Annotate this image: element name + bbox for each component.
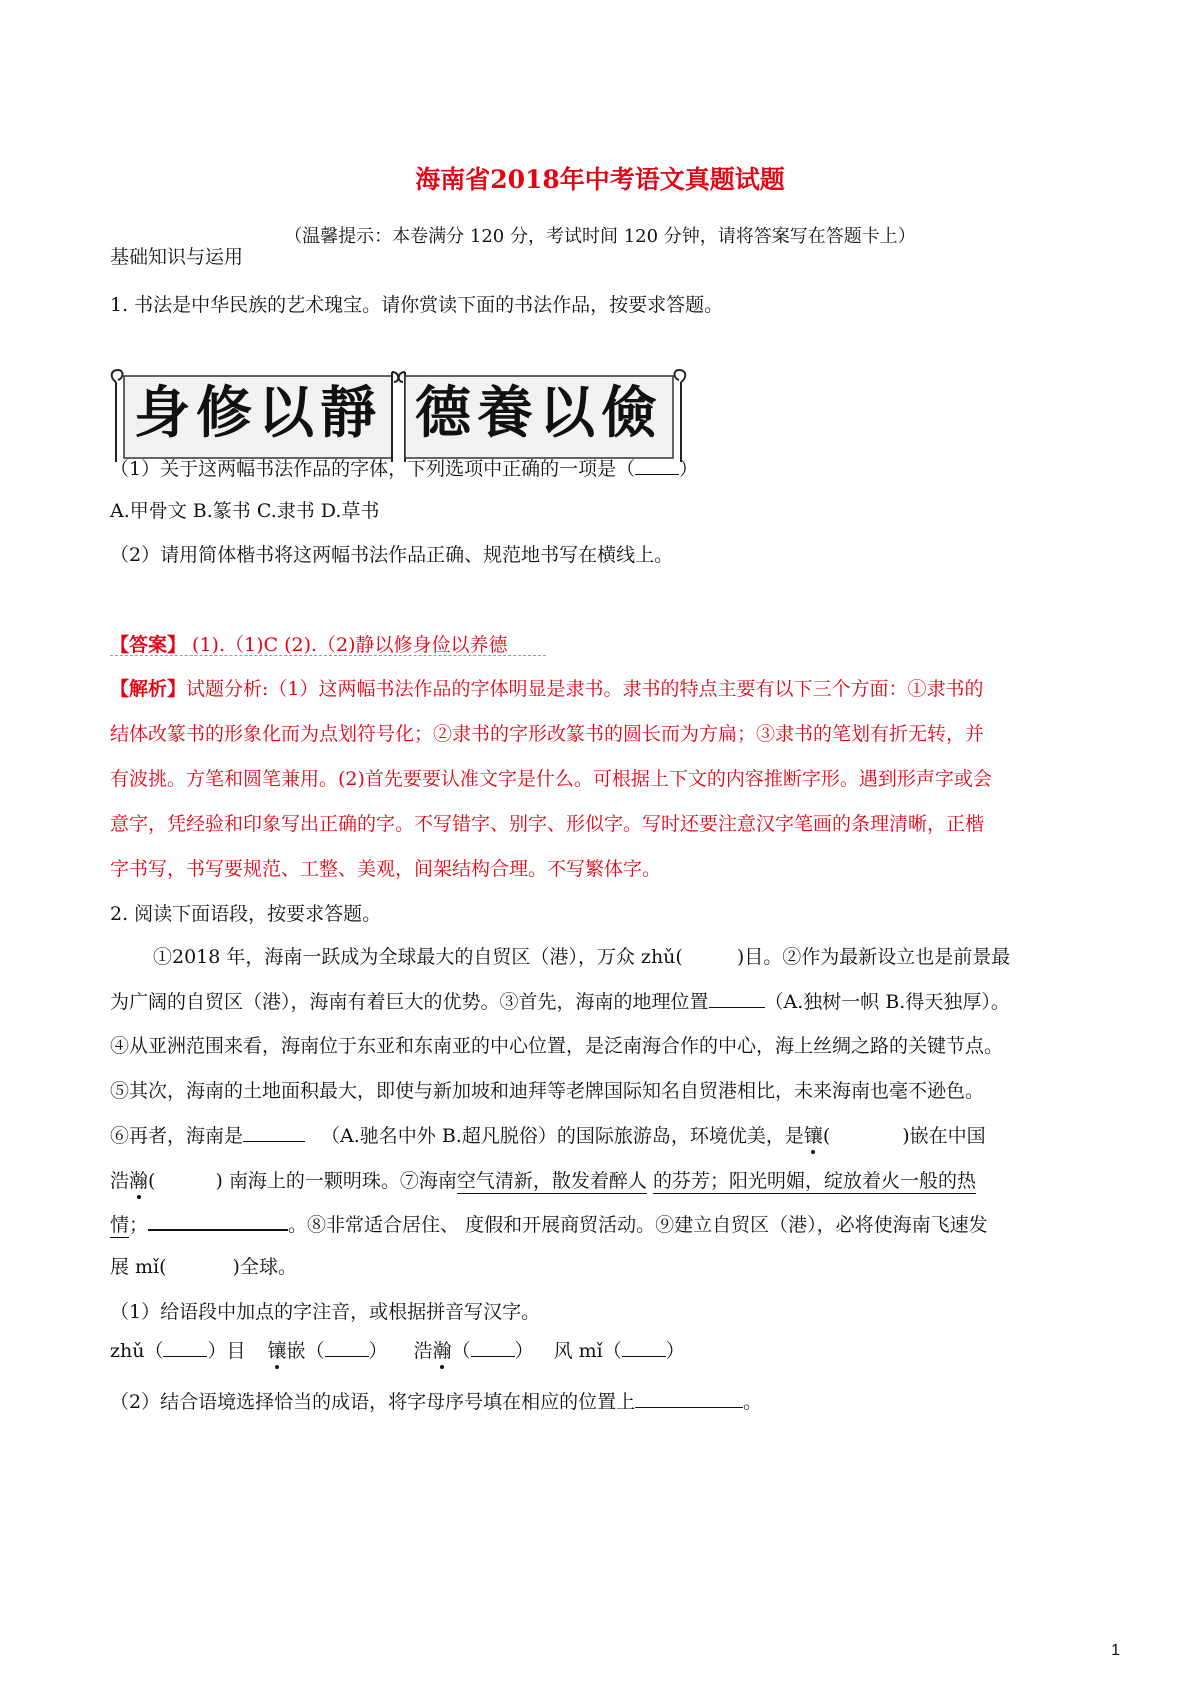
- passage-text: )嵌在中国: [902, 1125, 986, 1147]
- pinyin-row: [110, 1339, 685, 1363]
- passage-text: 展 mǐ(: [110, 1256, 167, 1278]
- answer-blank: [163, 1356, 207, 1357]
- sub-2-text: （2）结合语境选择恰当的成语，将字母序号填在相应的位置上: [110, 1391, 636, 1413]
- analysis-line-2: 结体改篆书的形象化而为点划符号化；②隶书的字形改篆书的圆长而为方扁；③隶书的笔划有折无转，并: [110, 723, 985, 745]
- answer-blank: [635, 1407, 743, 1408]
- question-1-stem: 1. 书法是中华民族的艺术瑰宝。请你赏读下面的书法作品，按要求答题。: [110, 294, 724, 316]
- answer-line: [110, 633, 508, 657]
- calligraphy-scroll-right: [397, 364, 689, 466]
- answer-blank: [622, 1356, 666, 1357]
- underlined-text: 空气清新，散发着醉人: [456, 1170, 647, 1192]
- question-1-sub-1: [110, 457, 698, 481]
- answer-blank: [471, 1356, 515, 1357]
- pinyin-text: 风 mǐ（: [553, 1340, 622, 1362]
- answer-blank: [243, 1141, 305, 1142]
- underlined-text: 的芬芳；阳光明媚，绽放着火一般的热: [652, 1170, 976, 1192]
- passage-text: 浩: [110, 1170, 130, 1192]
- answer-blank: [148, 1229, 288, 1231]
- analysis-line-3: 有波挑。方笔和圆笔兼用。(2)首先要要认准文字是什么。可根据上下文的内容推断字形。遇到形声字或会: [110, 768, 992, 790]
- passage-line-5: [110, 1124, 986, 1148]
- passage-line-7: [110, 1213, 988, 1237]
- passage-line-3: ④从亚洲范围来看，海南位于东亚和东南亚的中心位置，是泛南海合作的中心，海上丝绸之路的关键节点。: [110, 1035, 1004, 1057]
- passage-text: ①2018 年，海南一跃成为全球最大的自贸区（港），万众 zhǔ(: [153, 946, 683, 968]
- dotted-char: 镶: [803, 1125, 823, 1147]
- passage-text: 。⑧非常适合居住、 度假和开展商贸活动。⑨建立自贸区（港），必将使海南飞速发: [288, 1214, 988, 1236]
- section-heading: 基础知识与运用: [110, 246, 244, 268]
- question-1-options: A.甲骨文 B.篆书 C.隶书 D.草书: [110, 500, 380, 522]
- sub-2-text: 。: [743, 1391, 763, 1413]
- pinyin-text: ）: [368, 1340, 388, 1362]
- underlined-text: 情: [110, 1214, 130, 1236]
- passage-text: (: [822, 1125, 831, 1147]
- passage-text: )全球。: [232, 1256, 297, 1278]
- question-2-stem: 2. 阅读下面语段，按要求答题。: [110, 903, 382, 925]
- passage-line-2: [110, 990, 1010, 1014]
- dotted-char: 瀚: [129, 1170, 149, 1192]
- dotted-char: 镶: [267, 1340, 287, 1362]
- passage-text: (: [148, 1170, 156, 1192]
- calligraphy-text-left: 身修以靜: [134, 380, 382, 446]
- analysis-line-4: 意字，凭经验和印象写出正确的字。不写错字、别字、形似字。写时还要注意汉字笔画的条理清晰，正楷: [110, 813, 985, 835]
- answer-text: (1).（1)C (2).（2)静以修身俭以养德: [186, 634, 508, 656]
- passage-line-8: [110, 1255, 297, 1279]
- answer-blank: [325, 1356, 369, 1357]
- pinyin-text: zhǔ（: [110, 1340, 164, 1362]
- analysis-line-5: 字书写，书写要规范、工整、美观，间架结构合理。不写繁体字。: [110, 858, 662, 880]
- passage-text: ) 南海上的一颗明珠。⑦海南: [215, 1170, 457, 1192]
- exam-notice: （温馨提示：本卷满分 120 分，考试时间 120 分钟，请将答案写在答题卡上）: [284, 226, 916, 247]
- page-number: 1: [1111, 1642, 1120, 1659]
- calligraphy-scroll-left: [108, 364, 400, 466]
- passage-line-6: [110, 1169, 976, 1193]
- pinyin-text: 浩: [413, 1340, 433, 1362]
- pinyin-text: 嵌（: [286, 1340, 325, 1362]
- passage-text: （A.独树一帜 B.得天独厚）。: [764, 991, 1010, 1013]
- sub-1-close: ）: [679, 458, 699, 480]
- answer-blank: [709, 1007, 765, 1008]
- dotted-char: 瀚: [432, 1340, 452, 1362]
- sub-1-text: （1）关于这两幅书法作品的字体，下列选项中正确的一项是（: [110, 458, 636, 480]
- passage-line-4: ⑤其次，海南的土地面积最大，即使与新加坡和迪拜等老牌国际知名自贸港相比，未来海南也毫不逊色。: [110, 1080, 985, 1102]
- analysis-line-1: [110, 677, 984, 701]
- analysis-label: 【解析】: [110, 678, 187, 700]
- question-2-sub-1: （1）给语段中加点的字注音，或根据拼音写汉字。: [110, 1301, 541, 1323]
- passage-line-1: [153, 945, 1010, 969]
- analysis-text: 试题分析:（1）这两幅书法作品的字体明显是隶书。隶书的特点主要有以下三个方面：①隶书的: [186, 678, 984, 700]
- calligraphy-text-right: 德養以儉: [415, 380, 663, 446]
- question-1-sub-2: （2）请用简体楷书将这两幅书法作品正确、规范地书写在横线上。: [110, 544, 674, 566]
- pinyin-text: ）目: [207, 1340, 246, 1362]
- pinyin-text: （: [451, 1340, 471, 1362]
- answer-label: 【答案】: [110, 634, 187, 656]
- passage-text: )目。②作为最新设立也是前景最: [736, 946, 1011, 968]
- passage-text: （A.驰名中外 B.超凡脱俗）的国际旅游岛，环境优美，是: [321, 1125, 804, 1147]
- passage-text: ；: [129, 1214, 149, 1236]
- question-2-sub-2: [110, 1390, 762, 1414]
- passage-text: ⑥再者，海南是: [110, 1125, 244, 1147]
- passage-text: 为广阔的自贸区（港），海南有着巨大的优势。③首先，海南的地理位置: [110, 991, 709, 1013]
- answer-blank: [635, 474, 679, 475]
- pinyin-text: ）: [665, 1340, 685, 1362]
- pinyin-text: ）: [514, 1340, 534, 1362]
- page-title: 海南省2018年中考语文真题试题: [415, 165, 785, 194]
